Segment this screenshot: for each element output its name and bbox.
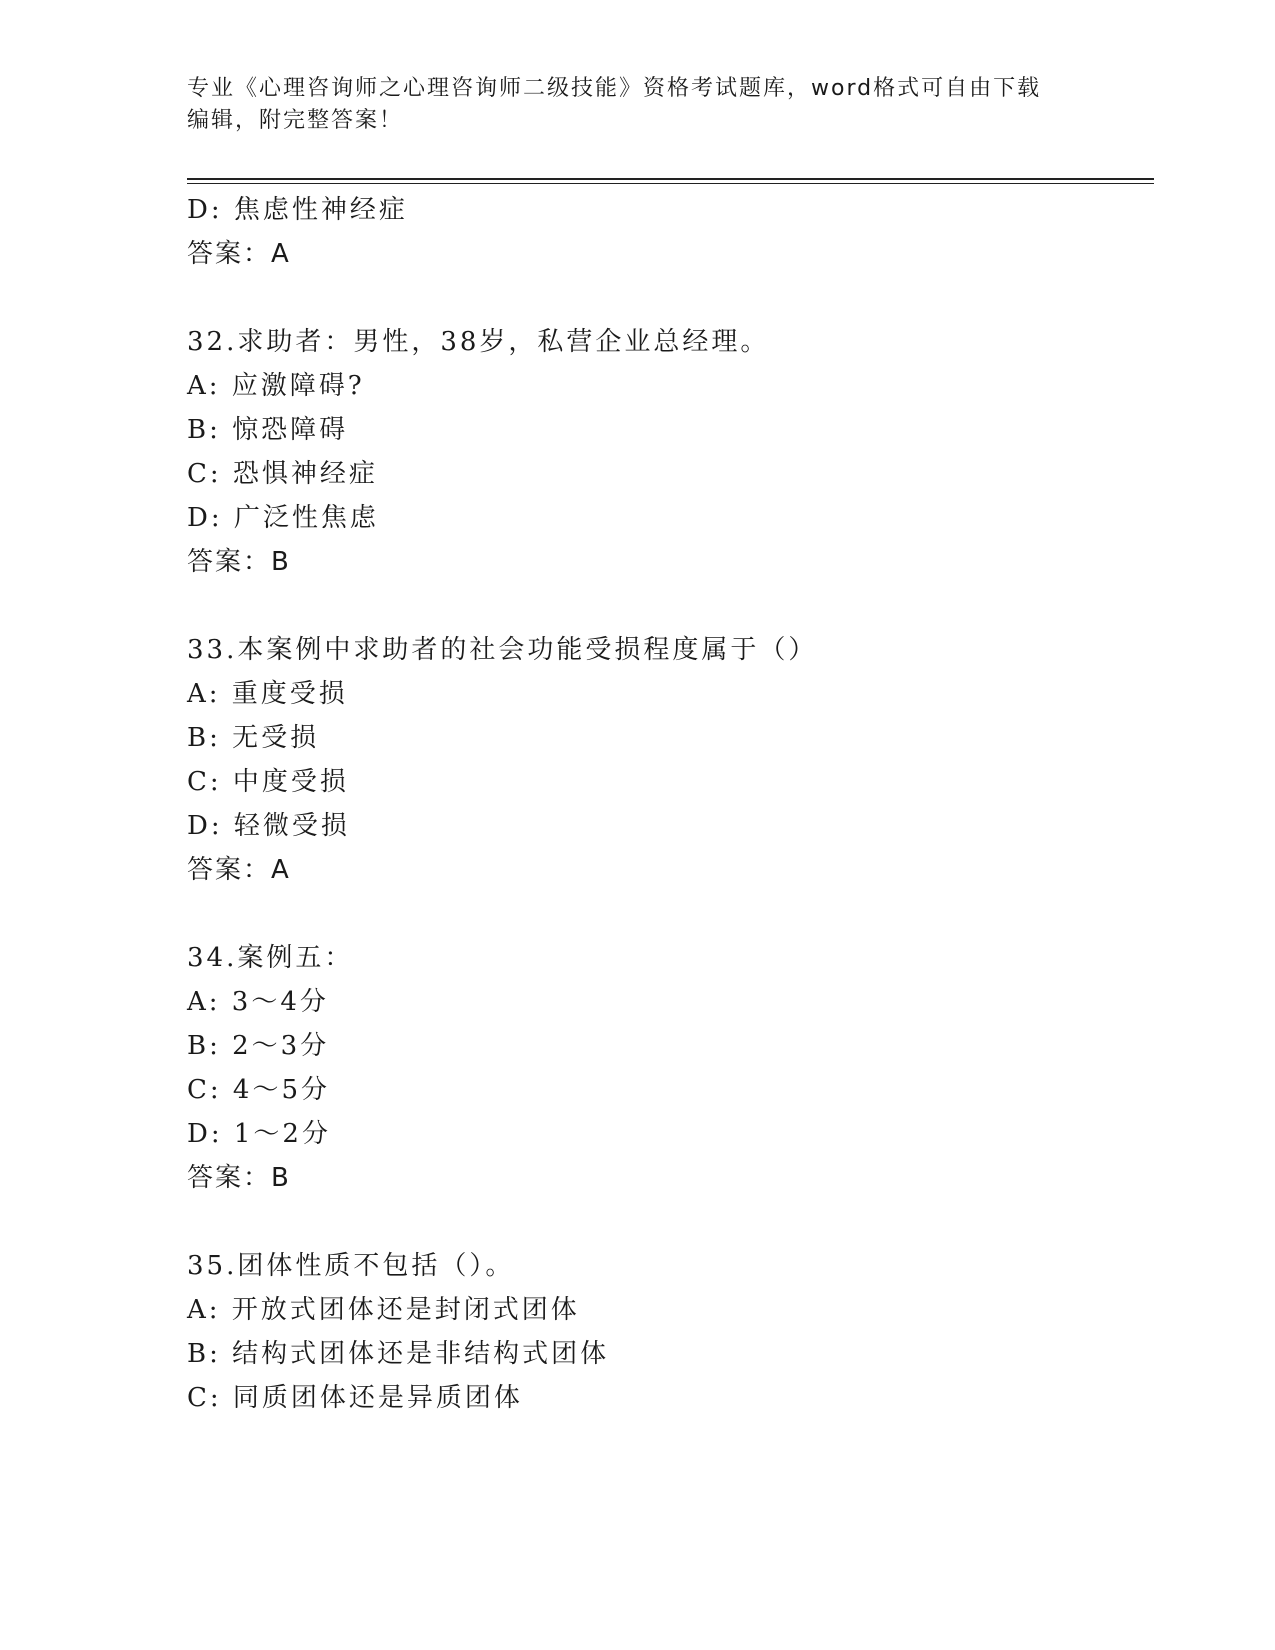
answer-line: 答案：B — [187, 547, 291, 577]
question-stem: 35.团体性质不包括（）。 — [187, 1251, 515, 1281]
option-b: B: 2～3分 — [187, 1031, 330, 1061]
question-stem: 33.本案例中求助者的社会功能受损程度属于（） — [187, 635, 818, 665]
option-d: D: 焦虑性神经症 — [187, 195, 408, 225]
option-a: A: 开放式团体还是封闭式团体 — [187, 1295, 580, 1325]
answer-line: 答案：A — [187, 855, 291, 885]
header-rule — [187, 178, 1154, 180]
header-rule-thin — [187, 183, 1154, 184]
answer-line: 答案：B — [187, 1163, 291, 1193]
option-d: D: 1～2分 — [187, 1119, 331, 1149]
option-b: B: 惊恐障碍 — [187, 415, 349, 445]
question-stem: 32.求助者：男性，38岁，私营企业总经理。 — [187, 327, 770, 357]
header-line-1: 专业《心理咨询师之心理咨询师二级技能》资格考试题库，word格式可自由下载 — [187, 76, 1042, 101]
option-a: A: 3～4分 — [187, 987, 329, 1017]
answer-line: 答案：A — [187, 239, 291, 269]
option-d: D: 轻微受损 — [187, 811, 350, 841]
question-stem: 34.案例五： — [187, 943, 354, 973]
option-c: C: 恐惧神经症 — [187, 459, 378, 489]
header-line-2: 编辑，附完整答案！ — [187, 108, 404, 133]
option-b: B: 无受损 — [187, 723, 320, 753]
option-a: A: 应激障碍? — [187, 371, 365, 401]
page-header — [187, 73, 1087, 137]
option-a: A: 重度受损 — [187, 679, 348, 709]
option-c: C: 中度受损 — [187, 767, 349, 797]
option-b: B: 结构式团体还是非结构式团体 — [187, 1339, 610, 1369]
option-d: D: 广泛性焦虑 — [187, 503, 379, 533]
option-c: C: 4～5分 — [187, 1075, 331, 1105]
option-c: C: 同质团体还是异质团体 — [187, 1383, 523, 1413]
